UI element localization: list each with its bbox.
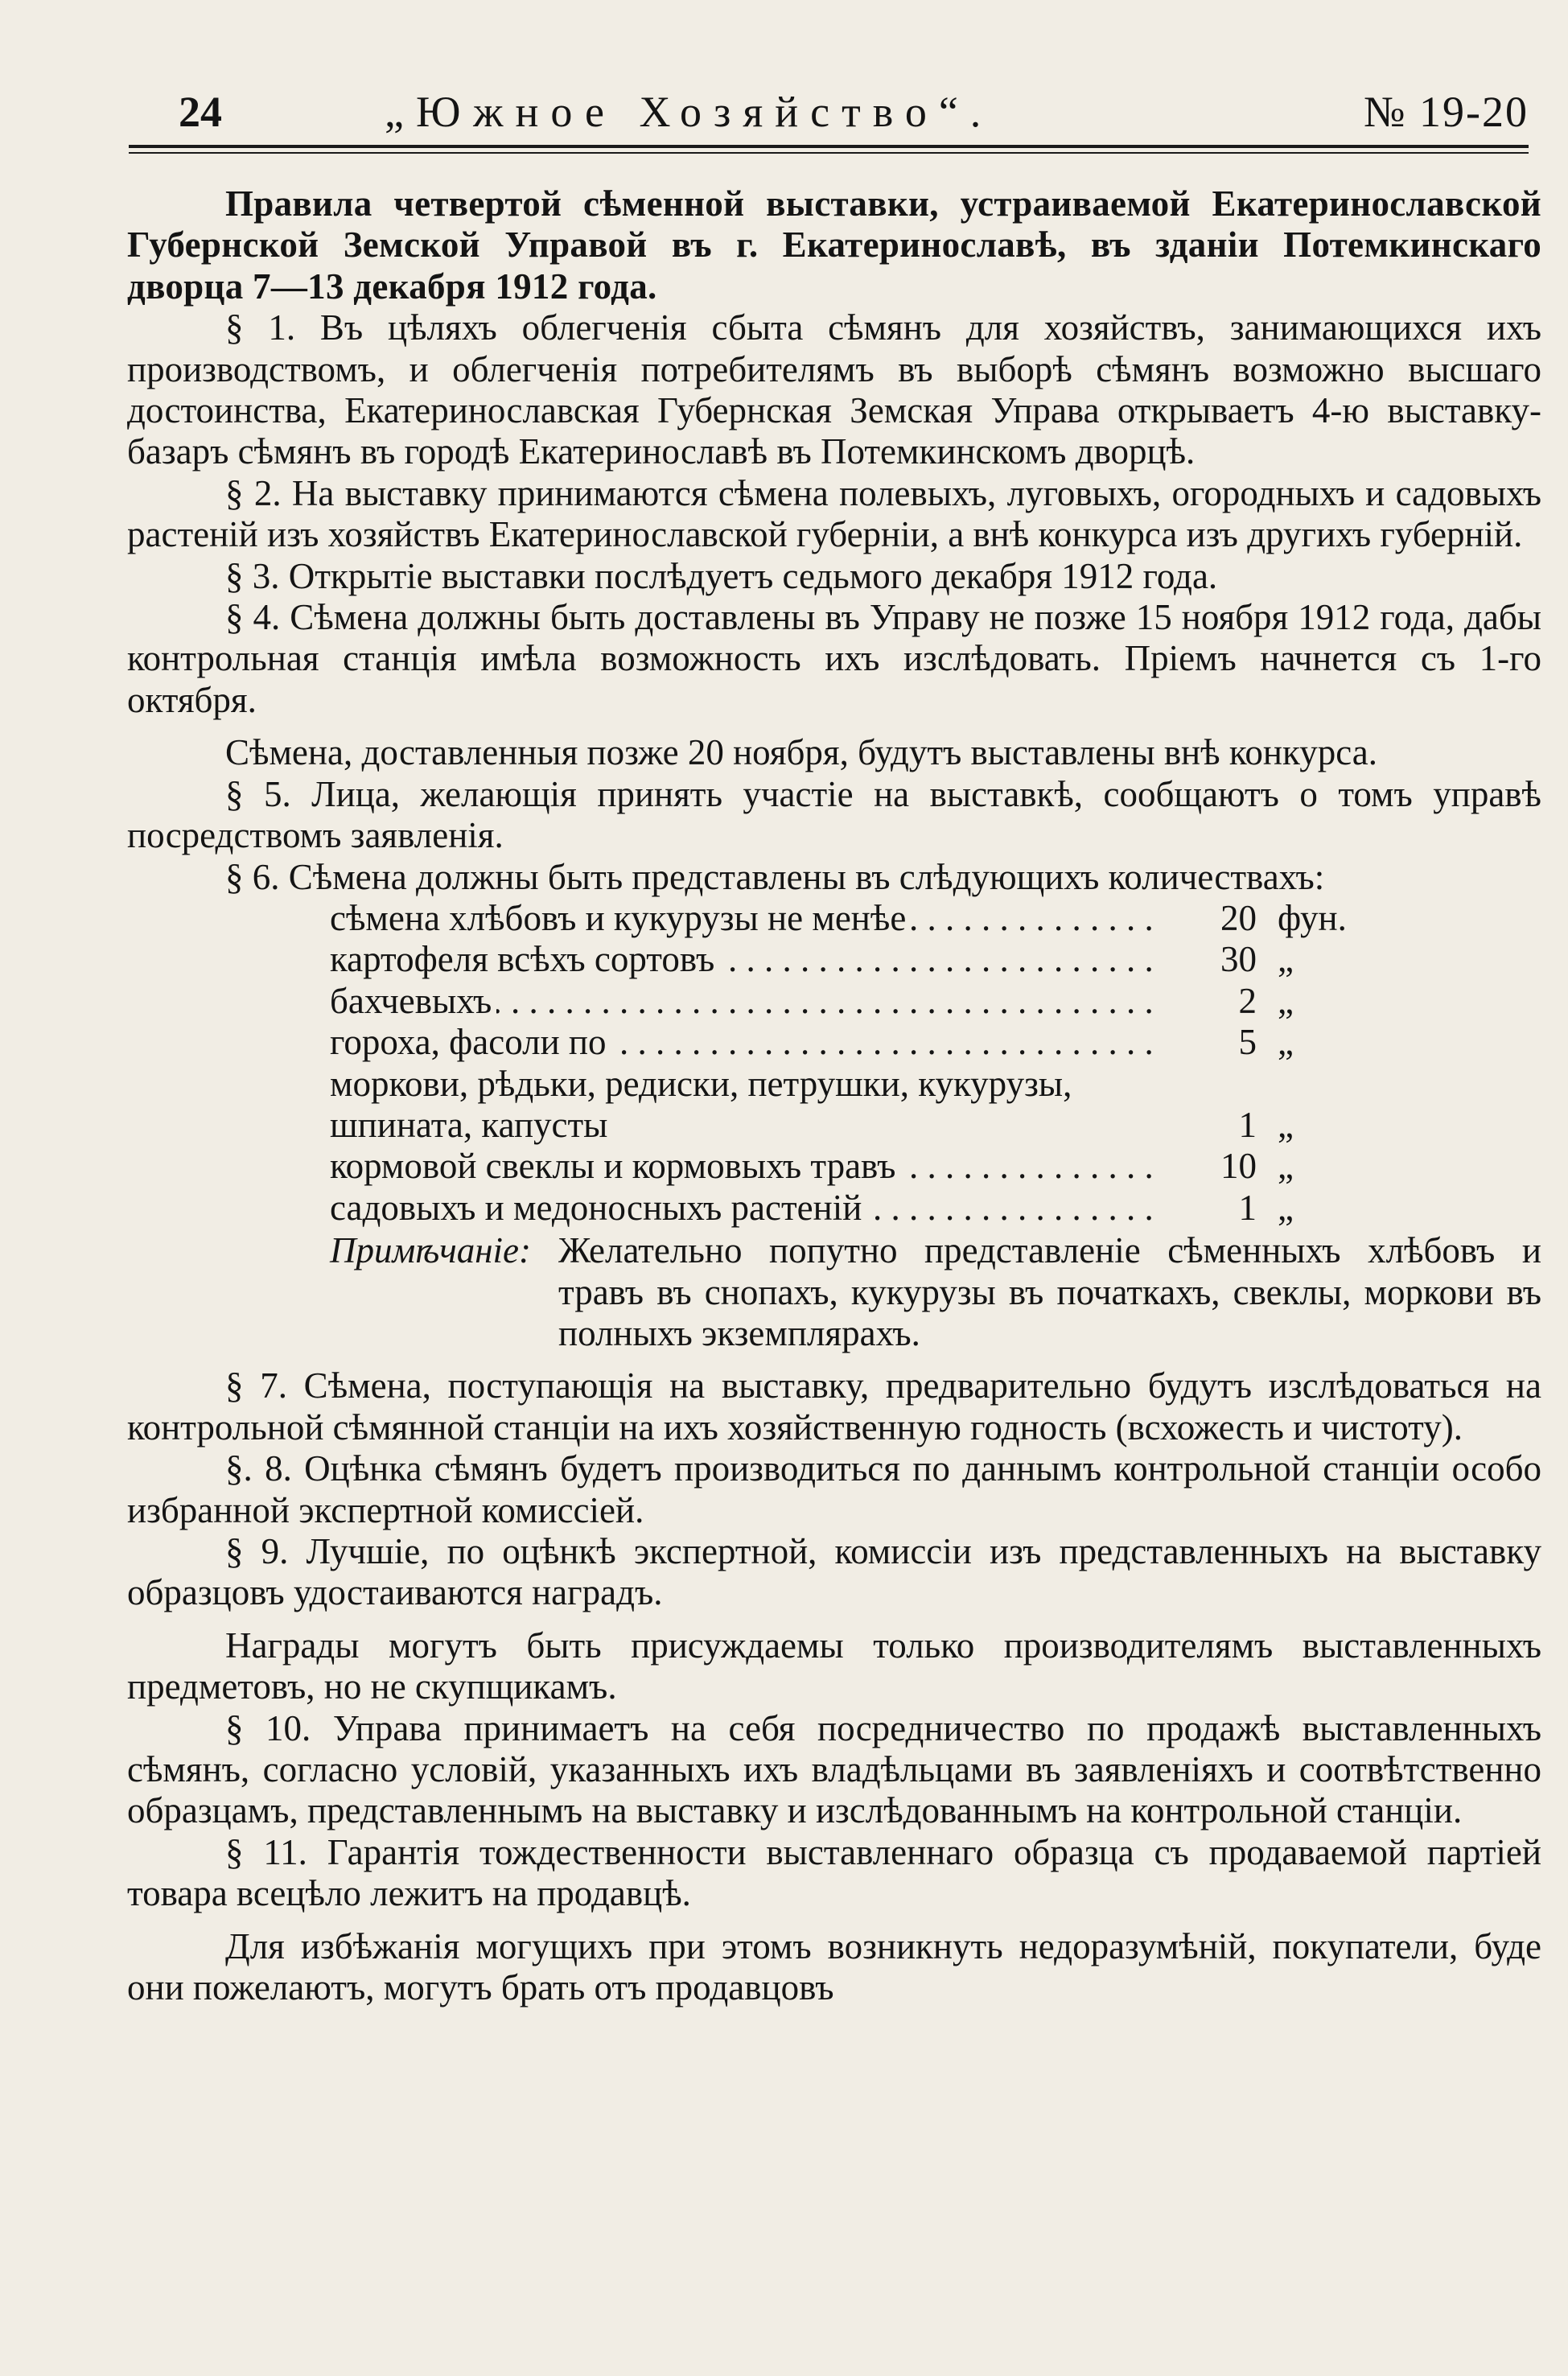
section-8: §. 8. Оцѣнка сѣмянъ будетъ производиться по даннымъ контрольной станціи особо избранной экспертной комиссіей. xyxy=(127,1448,1541,1530)
quantity-unit: „ xyxy=(1278,1104,1294,1145)
article-body xyxy=(127,183,1541,2008)
quantity-row xyxy=(330,939,1390,980)
section-11: § 11. Гарантія тождественности выставленнаго образца съ продаваемой партіей товара всецѣло лежитъ на продавцѣ. xyxy=(127,1831,1541,1914)
quantity-item: кормовой свеклы и кормовыхъ травъ xyxy=(330,1146,900,1186)
section-2: § 2. На выставку принимаются сѣмена полевыхъ, луговыхъ, огородныхъ и садовыхъ растеній изъ хозяйствъ Екатеринославской губерніи, а внѣ конкурса изъ другихъ губерній. xyxy=(127,472,1541,555)
quantity-unit: „ xyxy=(1278,1022,1294,1063)
quantity-unit: „ xyxy=(1278,939,1294,980)
journal-title: „Южное Хозяйство“. xyxy=(385,88,994,136)
quantity-value: 5 xyxy=(1238,1022,1257,1063)
quantity-item: картофеля всѣхъ сортовъ xyxy=(330,939,719,979)
quantity-value: 30 xyxy=(1220,939,1257,980)
quantities-table xyxy=(330,898,1390,1229)
quantity-value: 10 xyxy=(1220,1146,1257,1187)
quantity-unit: „ xyxy=(1278,1187,1294,1228)
quantity-row xyxy=(330,1022,1390,1063)
quantity-row xyxy=(330,1146,1390,1187)
page-number: 24 xyxy=(179,88,222,136)
header-rule-thin xyxy=(129,152,1529,154)
quantity-value: 1 xyxy=(1238,1104,1257,1145)
quantity-unit: фун. xyxy=(1278,897,1347,938)
quantity-unit: „ xyxy=(1278,1146,1294,1187)
quantity-row xyxy=(330,1064,1390,1147)
section-11-continuation: Для избѣжанія могущихъ при этомъ возникнуть недоразумѣній, покупатели, буде они пожелаютъ, могутъ брать отъ продавцовъ xyxy=(127,1925,1541,2008)
issue-number: № 19-20 xyxy=(1363,88,1529,136)
note-text: Желательно попутно представленіе сѣменныхъ хлѣбовъ и травъ въ снопахъ, кукурузы въ початкахъ, свеклы, моркови въ полныхъ экземплярахъ. xyxy=(558,1230,1541,1353)
quantity-item: моркови, рѣдьки, редиски, петрушки, кукурузы, шпината, капусты xyxy=(330,1063,1072,1145)
quantity-item: сѣмена хлѣбовъ и кукурузы не менѣе xyxy=(330,898,911,938)
quantity-item: садовыхъ и медоносныхъ растеній xyxy=(330,1188,866,1228)
section-10: § 10. Управа принимаетъ на себя посредничество по продажѣ выставленныхъ сѣмянъ, согласно условій, указанныхъ ихъ владѣльцами въ заявленіяхъ и соотвѣтственно образцамъ, представленнымъ на выставку и изслѣдованнымъ на контрольной станціи. xyxy=(127,1707,1541,1831)
article-title: Правила четвертой сѣменной выставки, устраиваемой Екатеринославской Губернской Земской Управой въ г. Екатеринославѣ, въ зданіи Потемкинскаго дворца 7—13 декабря 1912 года. xyxy=(127,183,1541,307)
section-4-continuation: Сѣмена, доставленныя позже 20 ноября, будутъ выставлены внѣ конкурса. xyxy=(225,732,1377,773)
quantity-item: гороха, фасоли по xyxy=(330,1022,611,1062)
section-7: § 7. Сѣмена, поступающія на выставку, предварительно будутъ изслѣдоваться на контрольной сѣмянной станціи на ихъ хозяйственную годность (всхожесть и чистоту). xyxy=(127,1365,1541,1447)
note-label: Примѣчаніе: xyxy=(330,1230,531,1271)
quantity-row xyxy=(330,898,1390,939)
note xyxy=(330,1230,1541,1354)
header-rule-thick xyxy=(129,145,1529,148)
section-1: § 1. Въ цѣляхъ облегченія сбыта сѣмянъ для хозяйствъ, занимающихся ихъ производствомъ, и облегченія потребителямъ въ выборѣ сѣмянъ возможно высшаго достоинства, Екатеринославская Губернская Земская Управа открываетъ 4-ю выставку-базаръ сѣмянъ въ городѣ Екатеринославѣ въ Потемкинскомъ дворцѣ. xyxy=(127,307,1541,472)
section-5: § 5. Лица, желающія принять участіе на выставкѣ, сообщаютъ о томъ управѣ посредствомъ заявленія. xyxy=(127,773,1541,856)
section-3: § 3. Открытіе выставки послѣдуетъ седьмого декабря 1912 года. xyxy=(225,555,1218,596)
quantity-value: 1 xyxy=(1238,1187,1257,1228)
section-6: § 6. Сѣмена должны быть представлены въ слѣдующихъ количествахъ: xyxy=(225,856,1325,897)
quantity-value: 2 xyxy=(1238,980,1257,1021)
section-9: § 9. Лучшіе, по оцѣнкѣ экспертной, комиссіи изъ представленныхъ на выставку образцовъ удостаиваются наградъ. xyxy=(127,1531,1541,1613)
section-4: § 4. Сѣмена должны быть доставлены въ Управу не позже 15 ноября 1912 года, дабы контрольная станція имѣла возможность ихъ изслѣдовать. Пріемъ начнется съ 1-го октября. xyxy=(127,597,1541,720)
quantity-value: 20 xyxy=(1220,897,1257,938)
running-header xyxy=(129,84,1529,148)
section-9-continuation: Награды могутъ быть присуждаемы только производителямъ выставленныхъ предметовъ, но не скупщикамъ. xyxy=(127,1624,1541,1707)
quantity-item: бахчевыхъ xyxy=(330,981,496,1021)
quantity-unit: „ xyxy=(1278,980,1294,1021)
quantity-row xyxy=(330,1188,1390,1229)
quantity-row xyxy=(330,981,1390,1022)
